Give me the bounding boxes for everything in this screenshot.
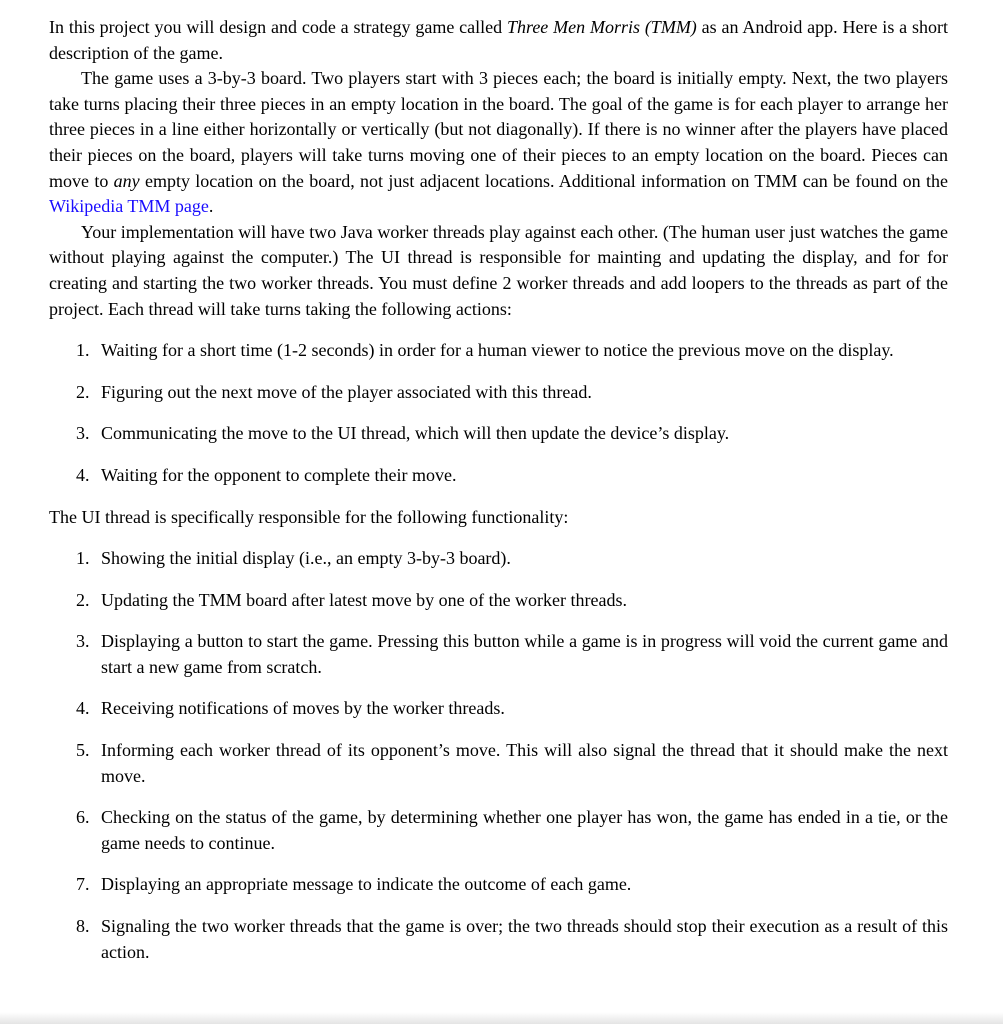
list-item xyxy=(49,338,948,364)
list-item-text: Receiving notifications of moves by the worker threads. xyxy=(101,698,505,719)
implementation-paragraph: Your implementation will have two Java worker threads play against each other. (The human user just watches the game without playing against the computer.) The UI thread is responsible for mainting and updating the display, and for for creating and starting the two worker threads. You must define 2 worker threads and add loopers to the threads as part of the project. Each thread will take turns taking the following actions: xyxy=(49,221,948,319)
list-item xyxy=(49,588,948,614)
list-item-number: 7. xyxy=(76,874,90,895)
intro-text-end: as an Android app. Here is a short description of the game. xyxy=(49,17,948,63)
list-item xyxy=(49,629,948,680)
list-item-text: Waiting for the opponent to complete their move. xyxy=(101,464,457,485)
intro-paragraph xyxy=(49,15,948,66)
list-item xyxy=(49,805,948,856)
list-item xyxy=(49,380,948,406)
list-item-text: Displaying a button to start the game. Pressing this button while a game is in progress will void the current game and start a new game from scratch. xyxy=(101,631,948,677)
list-item-text: Communicating the move to the UI thread, which will then update the device’s display. xyxy=(101,423,730,444)
list-item-number: 8. xyxy=(76,916,90,937)
list-item xyxy=(49,546,948,572)
list-item xyxy=(49,696,948,722)
list-item-text: Showing the initial display (i.e., an empty 3-by-3 board). xyxy=(101,548,511,569)
list-item-text: Signaling the two worker threads that the game is over; the two threads should stop their execution as a result of this action. xyxy=(101,916,948,962)
list-item-number: 4. xyxy=(76,464,90,485)
list-item-text: Informing each worker thread of its opponent’s move. This will also signal the thread that it should make the next move. xyxy=(101,740,948,786)
list-item-text: Waiting for a short time (1-2 seconds) in order for a human viewer to notice the previous move on the display. xyxy=(101,340,894,361)
rules-text-end: . xyxy=(208,196,214,217)
list-item-text: Displaying an appropriate message to indicate the outcome of each game. xyxy=(101,874,632,895)
list-item xyxy=(49,872,948,898)
list-item xyxy=(49,421,948,447)
game-name-italic: Three Men Morris (TMM) xyxy=(506,17,697,37)
list-item-number: 2. xyxy=(76,589,90,610)
list-item xyxy=(49,738,948,789)
list-item-number: 1. xyxy=(76,340,90,361)
list-item-number: 3. xyxy=(76,631,90,652)
intro-text-start: In this project you will design and code a strategy game called xyxy=(49,17,507,37)
list-item-number: 2. xyxy=(76,381,90,402)
list-item-text: Checking on the status of the game, by determining whether one player has won, the game has ended in a tie, or the game needs to continue. xyxy=(101,807,948,853)
rules-text-start: The game uses a 3-by-3 board. Two players start with 3 pieces each; the board is initially empty. Next, the two players take turns placing their three pieces in an empty location in the board. The goal of the game is for each player to arrange her three pieces in a line either horizontally or vertically (but not diagonally). If there is no winner after the players have placed their pieces on the board, players will take turns moving one of their pieces to an empty location on the board. Pieces can move to xyxy=(49,68,948,191)
ui-duties-list xyxy=(49,546,948,965)
list-item-number: 6. xyxy=(76,807,90,828)
wikipedia-tmm-link[interactable]: Wikipedia TMM page xyxy=(49,196,209,217)
worker-actions-list xyxy=(49,338,948,488)
list-item xyxy=(49,463,948,489)
list-item-text: Figuring out the next move of the player associated with this thread. xyxy=(101,381,592,402)
list-item-number: 4. xyxy=(76,698,90,719)
list-item-number: 5. xyxy=(76,740,90,761)
list-item xyxy=(49,914,948,965)
rules-text-middle: empty location on the board, not just adjacent locations. Additional information on TMM can be found on the xyxy=(139,170,948,191)
list-item-number: 1. xyxy=(76,548,90,569)
list-item-text: Updating the TMM board after latest move by one of the worker threads. xyxy=(101,589,628,610)
rules-paragraph xyxy=(49,66,948,220)
any-italic: any xyxy=(113,170,140,191)
bottom-edge-shadow xyxy=(0,1012,1003,1024)
list-item-number: 3. xyxy=(76,423,90,444)
ui-thread-intro: The UI thread is specifically responsible for the following functionality: xyxy=(49,506,569,527)
document-page xyxy=(49,15,948,965)
